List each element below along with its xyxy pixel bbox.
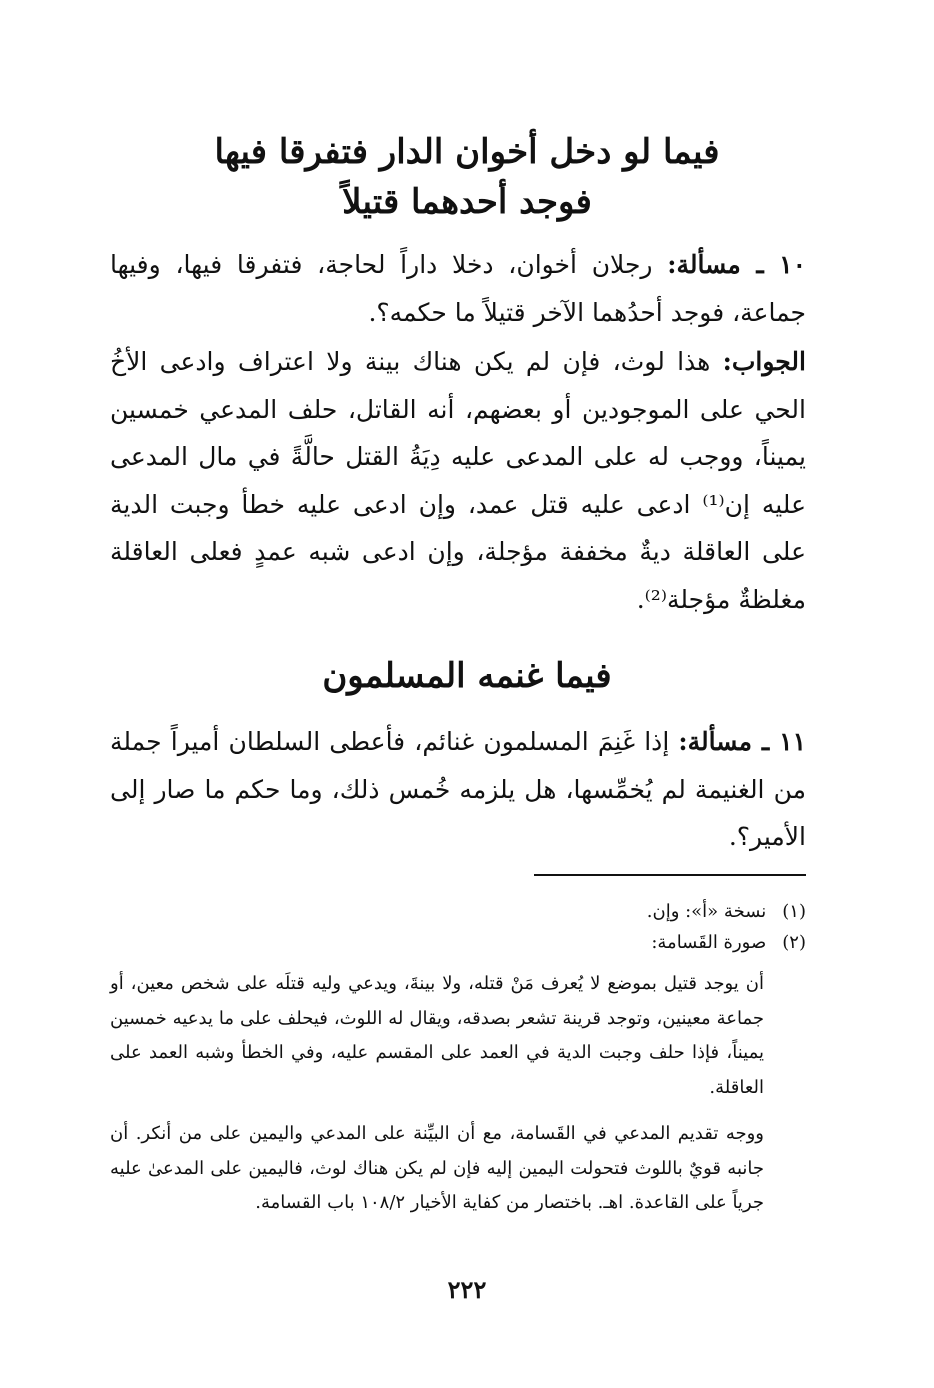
page-number: ٢٢٢ <box>447 1275 487 1304</box>
footnote-2-title: صورة القَسامة: <box>651 932 767 953</box>
question-10-text: رجلان أخوان، دخلا داراً لحاجة، فتفرقا فيها، وفيها جماعة، فوجد أحدُهما الآخر قتيلاً ما حكمه؟. <box>110 250 806 327</box>
footnote-2-number: (٢) <box>782 932 806 953</box>
question-10 <box>110 241 806 336</box>
answer-10 <box>110 338 806 623</box>
question-11 <box>110 718 806 861</box>
footnote-2-paragraph-1: أن يوجد قتيل بموضع لا يُعرف مَنْ قتله، ولا بينةَ، ويدعي وليه قتلَه على شخص معين، أو جماعة معينين، وتوجد قرينة تشعر بصدقه، ويقال له اللوث، فيحلف على ما يدعيه خمسين يميناً، فإذا حلف وجبت الدية في العمد على المقسم عليه، وفي الخطأ وشبه العمد على العاقلة. <box>110 973 764 1098</box>
question-11-label: ١١ ـ مسألة: <box>678 727 806 756</box>
heading-1-line-2: فوجد أحدهما قتيلاً <box>342 182 592 222</box>
footnote-1-number: (١) <box>782 901 806 922</box>
footnote-2 <box>110 928 806 958</box>
question-11-text: إذا غَنِمَ المسلمون غنائم، فأعطى السلطان أميراً جملة من الغنيمة لم يُخمِّسها، هل يلزمه خُمس ذلك، وما حكم ما صار إلى الأمير؟. <box>110 727 806 851</box>
footnote-2-paragraph-2: ووجه تقديم المدعي في القَسامة، مع أن البيِّنة على المدعي واليمين على من أنكر. أن جانبه قويٌ باللوث فتحولت اليمين إليه فإن لم يكن هناك لوث، فاليمين على المدعىٰ عليه جرياً على القاعدة. اهـ. باختصار من كفاية الأخيار ١٠٨/٢ باب القسامة. <box>110 1123 764 1213</box>
footnote-divider <box>534 874 806 876</box>
section-heading-1 <box>110 127 824 227</box>
section-heading-2: فيما غنمه المسلمون <box>322 656 612 696</box>
footnote-1-text: نسخة «أ»: وإن. <box>646 901 767 922</box>
footnote-1 <box>110 897 806 927</box>
answer-10-label: الجواب: <box>722 347 806 376</box>
heading-1-line-1: فيما لو دخل أخوان الدار فتفرقا فيها <box>214 132 720 172</box>
answer-10-text: هذا لوث، فإن لم يكن هناك بينة ولا اعتراف وادعى الأخُ الحي على الموجودين أو بعضهم، أنه القاتل، حلف المدعي خمسين يميناً، ووجب له على المدعى عليه دِيَةُ القتل حالَّةً في مال المدعى عليه إن⁽¹⁾ ادعى عليه قتل عمد، وإن ادعى عليه خطأ وجبت الدية على العاقلة ديةٌ مخففة مؤجلة، وإن ادعى شبه عمدٍ فعلى العاقلة مغلظةٌ مؤجلة⁽²⁾. <box>110 347 806 614</box>
question-10-label: ١٠ ـ مسألة: <box>667 250 807 279</box>
